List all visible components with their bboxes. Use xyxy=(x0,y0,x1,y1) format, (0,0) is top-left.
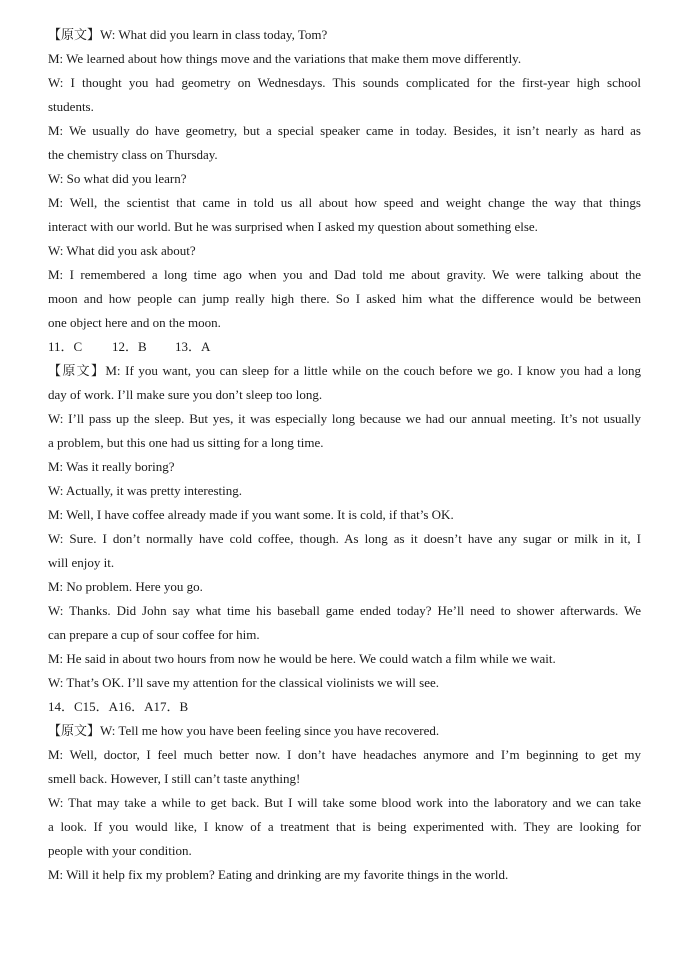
answer-17: 17．B xyxy=(153,699,189,714)
transcript-line: smell back. However, I still can’t taste anything! xyxy=(48,771,301,786)
answer-14: 14．C xyxy=(48,699,83,714)
transcript-line: 【原文】M: If you want, you can sleep for a little while on the couch before we go. I know you had a long xyxy=(48,363,641,378)
transcript-block-2 xyxy=(48,359,641,695)
transcript-line: M: Well, doctor, I feel much better now. I don’t have headaches anymore and I’m beginning to get my xyxy=(48,747,641,762)
transcript-line: the chemistry class on Thursday. xyxy=(48,147,218,162)
transcript-line: 【原文】W: Tell me how you have been feeling since you have recovered. xyxy=(48,723,440,738)
transcript-line: M: Was it really boring? xyxy=(48,459,175,474)
answer-15: 15．A xyxy=(82,699,119,714)
transcript-line: a look. If you would like, I know of a treatment that is being experimented with. They are looking for xyxy=(48,819,641,834)
transcript-line: W: Sure. I don’t normally have cold coffee, though. As long as it doesn’t have any sugar or milk in it, I xyxy=(48,531,641,546)
transcript-line: W: That’s OK. I’ll save my attention for the classical violinists we will see. xyxy=(48,675,439,690)
transcript-block-1 xyxy=(48,23,641,335)
transcript-line: M: We usually do have geometry, but a special speaker came in today. Besides, it isn’t nearly as hard as xyxy=(48,123,641,138)
transcript-line: W: I thought you had geometry on Wednesdays. This sounds complicated for the first-year high school xyxy=(48,75,641,90)
transcript-line: W: So what did you learn? xyxy=(48,171,187,186)
transcript-line: W: That may take a while to get back. But I will take some blood work into the laboratory and we can take xyxy=(48,795,641,810)
transcript-line: M: We learned about how things move and the variations that make them move differently. xyxy=(48,51,522,66)
answer-row-1 xyxy=(48,335,641,359)
transcript-line: can prepare a cup of sour coffee for him. xyxy=(48,627,260,642)
transcript-block-3 xyxy=(48,719,641,887)
transcript-line: moon and how people can jump really high there. So I asked him what the difference would be between xyxy=(48,291,641,306)
transcript-line: interact with our world. But he was surprised when I asked my question about something else. xyxy=(48,219,538,234)
transcript-line: W: Thanks. Did John say what time his baseball game ended today? He’ll need to shower afterwards. We xyxy=(48,603,641,618)
transcript-line: 【原文】W: What did you learn in class today, Tom? xyxy=(48,27,328,42)
answer-row-2 xyxy=(48,695,641,719)
answer-16: 16．A xyxy=(118,699,154,714)
transcript-line: M: He said in about two hours from now he would be here. We could watch a film while we wait. xyxy=(48,651,556,666)
transcript-line: a problem, but this one had us sitting for a long time. xyxy=(48,435,324,450)
transcript-line: M: No problem. Here you go. xyxy=(48,579,203,594)
transcript-line: M: Will it help fix my problem? Eating and drinking are my favorite things in the world. xyxy=(48,867,509,882)
transcript-line: W: What did you ask about? xyxy=(48,243,196,258)
transcript-line: M: Well, the scientist that came in told us all about how speed and weight change the way that things xyxy=(48,195,641,210)
transcript-line: will enjoy it. xyxy=(48,555,115,570)
answer-13: 13．A xyxy=(175,339,211,354)
transcript-line: day of work. I’ll make sure you don’t sleep too long. xyxy=(48,387,323,402)
transcript-line: W: I’ll pass up the sleep. But yes, it was especially long because we had our annual meeting. It’s not usually xyxy=(48,411,641,426)
answer-11: 11．C xyxy=(48,339,83,354)
transcript-line: students. xyxy=(48,99,94,114)
transcript-line: people with your condition. xyxy=(48,843,192,858)
answer-12: 12．B xyxy=(112,339,147,354)
transcript-line: M: Well, I have coffee already made if you want some. It is cold, if that’s OK. xyxy=(48,507,454,522)
transcript-line: W: Actually, it was pretty interesting. xyxy=(48,483,242,498)
transcript-line: M: I remembered a long time ago when you and Dad told me about gravity. We were talking about the xyxy=(48,267,641,282)
transcript-line: one object here and on the moon. xyxy=(48,315,221,330)
